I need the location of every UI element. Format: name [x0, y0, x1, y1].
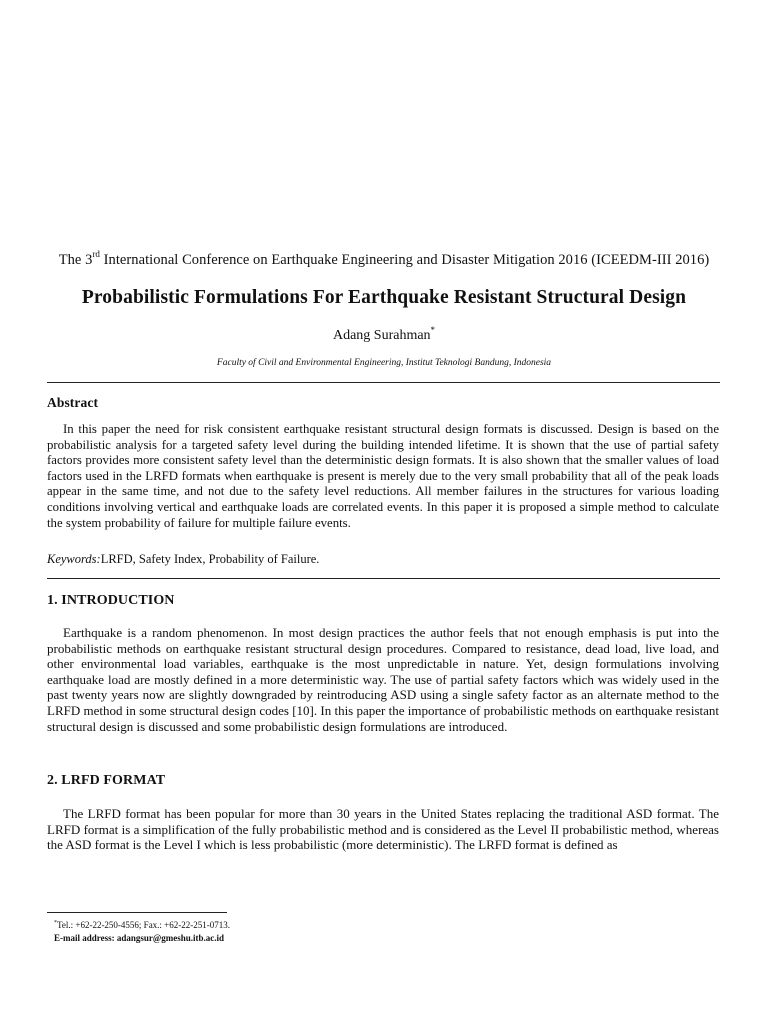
- paper-title: Probabilistic Formulations For Earthquake Resistant Structural Design: [81, 287, 687, 308]
- conference-name: International Conference on Earthquake Engineering and Disaster Mitigation 2016 (ICEEDM-III 2016): [99, 252, 710, 268]
- abstract-top-rule: [47, 382, 720, 383]
- author-line: [0, 325, 768, 344]
- keywords-label: Keywords:: [47, 552, 101, 566]
- conference-ordinal-suffix: rd: [92, 249, 100, 259]
- footnote-mark: *: [54, 920, 57, 926]
- conference-prefix: The 3: [58, 252, 93, 268]
- abstract-heading: Abstract: [47, 395, 99, 410]
- author-footnote-mark: *: [430, 325, 436, 335]
- keywords-text: LRFD, Safety Index, Probability of Failure.: [100, 552, 320, 566]
- footnote-contact: [54, 920, 230, 931]
- section-heading-introduction: 1. INTRODUCTION: [47, 593, 175, 608]
- section-text-lrfd-format: The LRFD format has been popular for more than 30 years in the United States replacing the traditional ASD format. The LRFD format is a simplification of the fully probabilistic method and is considered as the Level II probabilistic method, whereas the ASD format is the Level I which is less probabilistic (more deterministic). The LRFD format is defined as: [47, 806, 719, 853]
- abstract-text: In this paper the need for risk consistent earthquake resistant structural design formats is discussed. Design is based on the probabilistic analysis for a targeted safety level during the building intended lifetime. It is shown that the use of partial safety factors provides more consistent safety level than the deterministic design formats. It is also shown that the smaller values of load factors used in the LRFD formats when earthquake is present is merely due to the very small probability that all of the peak loads appear in the same time, and not due to the safety level reductions. All member failures in the structures for various loading conditions involving vertical and earthquake loads are correlated events. In this paper it is proposed a simple method to calculate the system probability of failure for multiple failure events.: [47, 422, 719, 530]
- section-text-introduction: Earthquake is a random phenomenon. In most design practices the author feels that not enough emphasis is put into the probabilistic methods on earthquake resistant structural design procedures. Compared to resistance, dead load, live load, and other environmental load variables, earthquake is the most unpredictable in nature. Yet, design formulations involving earthquake load are mostly defined in a more deterministic way. The use of partial safety factors which was widely used in the past twenty years now are slightly downgraded by reintroducing ASD using a single safety factor as an alternate method to the LRFD method in some structural design codes [10]. In this paper the importance of probabilistic methods on earthquake resistant structural design is discussed and some probabilistic design formulations are introduced.: [47, 625, 719, 734]
- footnote-rule: [47, 912, 227, 913]
- abstract-bottom-rule: [47, 578, 720, 579]
- footnote-contact-text: Tel.: +62-22-250-4556; Fax.: +62-22-251-0713.: [57, 920, 230, 930]
- conference-header: [0, 249, 768, 269]
- footnote-email: E-mail address: adangsur@gmeshu.itb.ac.id: [54, 933, 224, 943]
- author-name: Adang Surahman: [332, 328, 431, 343]
- section-heading-lrfd-format: 2. LRFD FORMAT: [47, 773, 166, 788]
- keywords-line: [47, 552, 319, 567]
- author-affiliation: Faculty of Civil and Environmental Engineering, Institut Teknologi Bandung, Indonesia: [216, 358, 552, 368]
